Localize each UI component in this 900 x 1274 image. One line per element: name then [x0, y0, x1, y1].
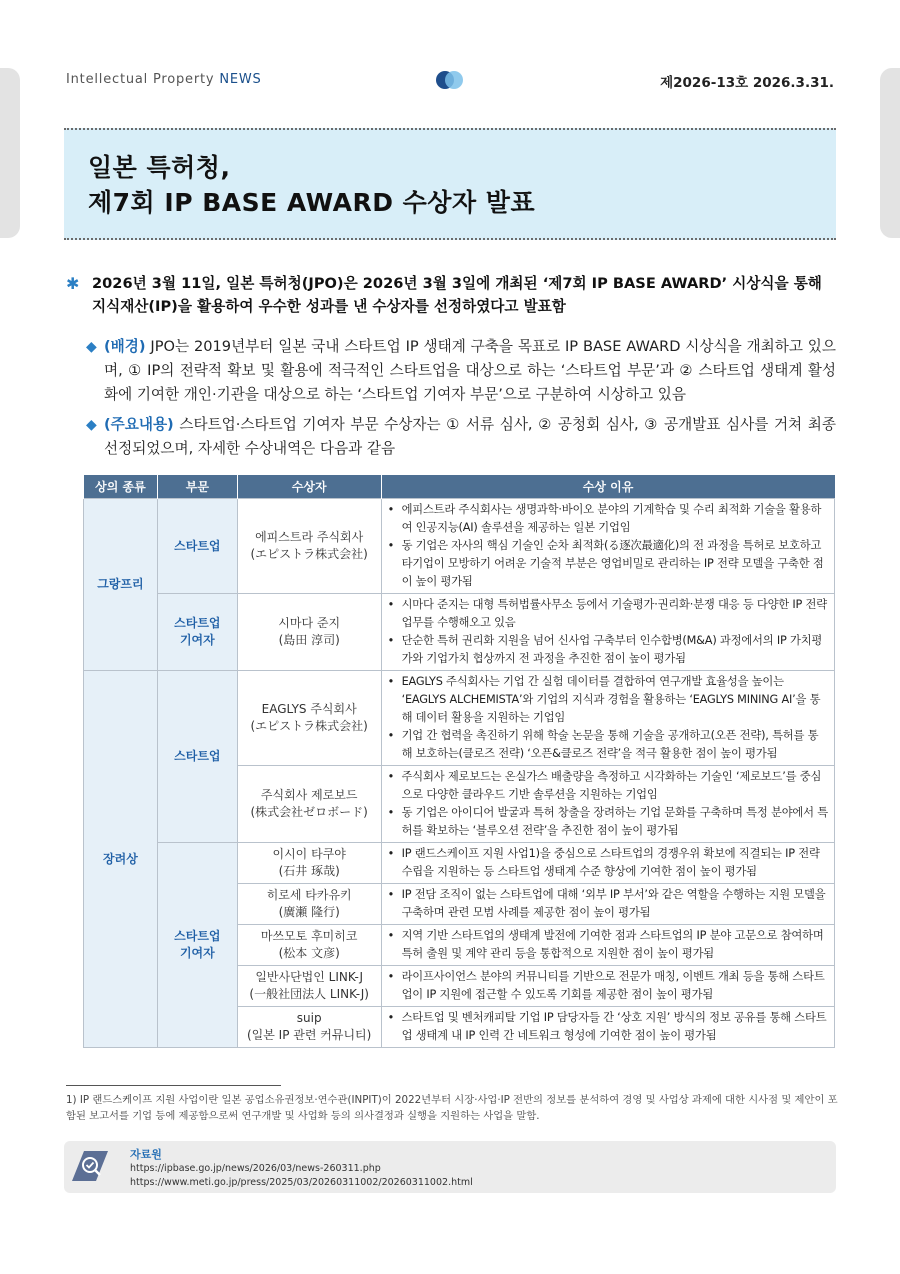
title-box: [64, 128, 836, 240]
section-startup: 스타트업: [157, 671, 237, 843]
source-link[interactable]: https://ipbase.go.jp/news/2026/03/news-260311.php: [130, 1163, 381, 1174]
award-reason: • IP 랜드스케이프 지원 사업1)을 중심으로 스타트업의 경쟁우위 확보에 직결되는 IP 전략 수립을 지원하는 등 스타트업 생태계 수준 향상에 기여한 점이 높이 평가됨: [381, 843, 834, 884]
award-reason: • 에피스트라 주식회사는 생명과학·바이오 분야의 기계학습 및 수리 최적화 기술을 활용하여 인공지능(AI) 솔루션을 제공하는 일본 기업임 • 동 기업은 자사의 핵심 기술인 순차 최적화(る逐次最適化)의 전 과정을 특허로 보호하고 타기업이 모방하기 어려운 기술적 부분은 영업비밀로 관리하는 IP 전략 모델을 구축한 점이 높이 평가됨: [381, 499, 834, 594]
table-row: [84, 499, 835, 594]
award-reason: • 시마다 준지는 대형 특허법률사무소 등에서 기술평가·권리화·분쟁 대응 등 다양한 IP 전략 업무를 수행해오고 있음 • 단순한 특허 권리화 지원을 넘어 신사업 구축부터 인수합병(M&A) 과정에서의 IP 가치평가와 기업가치 협상까지 전 과정을 추진한 점이 높이 평가됨: [381, 594, 834, 671]
section-contributor: 스타트업 기여자: [157, 843, 237, 1048]
winner-name: 일반사단법인 LINK-J (一般社団法人 LINK-J): [237, 966, 381, 1007]
source-search-icon: [70, 1147, 110, 1185]
lead-paragraph: ✱ 2026년 3월 11일, 일본 특허청(JPO)은 2026년 3월 3일에 개최된 ‘제7회 IP BASE AWARD’ 시상식을 통해 지식재산(IP)을 활용하여 우수한 성과를 낸 수상자를 선정하였다고 발표함: [66, 274, 822, 315]
award-reason: • 지역 기반 스타트업의 생태계 발전에 기여한 점과 스타트업의 IP 분야 고문으로 참여하며 특허 출원 및 계약 관리 등을 통합적으로 지원한 점이 높이 평가됨: [381, 925, 834, 966]
award-type-grandprix: 그랑프리: [84, 499, 158, 671]
logo-circles-icon: [433, 69, 467, 91]
award-type-encouragement: 장려상: [84, 671, 158, 1048]
left-side-tab: [0, 68, 20, 238]
issue-number-date: 제2026-13호 2026.3.31.: [660, 75, 834, 91]
winner-name: EAGLYS 주식회사 (エピストラ株式会社): [237, 671, 381, 766]
table-row: [84, 671, 835, 766]
award-reason: • IP 전담 조직이 없는 스타트업에 대해 ‘외부 IP 부서’와 같은 역할을 수행하는 지원 모델을 구축하며 관련 모범 사례를 제공한 점이 높이 평가됨: [381, 884, 834, 925]
winner-name: suip (일본 IP 관련 커뮤니티): [237, 1007, 381, 1048]
table-row: [84, 594, 835, 671]
awards-table: [83, 475, 835, 1048]
main-content-paragraph: ◆ (주요내용) 스타트업·스타트업 기여자 부문 수상자는 ① 서류 심사, ② 공청회 심사, ③ 공개발표 심사를 거쳐 최종 선정되었으며, 자세한 수상내역은 다음과 같음: [86, 413, 836, 461]
page-title: 일본 특허청, 제7회 IP BASE AWARD 수상자 발표: [88, 153, 536, 217]
background-paragraph: ◆ (배경) JPO는 2019년부터 일본 국내 스타트업 IP 생태계 구축을 목표로 IP BASE AWARD 시상식을 개최하고 있으며, ① IP의 전략적 확보 및 활용에 적극적인 스타트업을 대상으로 하는 ‘스타트업 부문’과 ② 스타트업 생태계 활성화에 기여한 개인·기관을 대상으로 하는 ‘스타트업 기여자 부문’으로 구분하여 시상하고 있음: [86, 335, 836, 407]
winner-name: 에피스트라 주식회사 (エピストラ株式会社): [237, 499, 381, 594]
award-reason: • 스타트업 및 벤처캐피탈 기업 IP 담당자들 간 ‘상호 지원’ 방식의 정보 공유를 통해 스타트업 생태계 내 IP 인력 간 네트워크 형성에 기여한 점이 높이 평가됨: [381, 1007, 834, 1048]
winner-name: 마쓰모토 후미히코 (松本 文彦): [237, 925, 381, 966]
winner-name: 주식회사 제로보드 (株式会社ゼロボード): [237, 766, 381, 843]
source-title: 자료원: [130, 1148, 162, 1161]
source-link[interactable]: https://www.meti.go.jp/press/2025/03/20260311002/20260311002.html: [130, 1177, 473, 1188]
right-side-tab: [880, 68, 900, 238]
newsletter-header: [66, 72, 834, 92]
source-box: [64, 1141, 836, 1193]
header-winner: 수상자: [237, 475, 381, 499]
winner-name: 히로세 타카유키 (廣瀬 隆行): [237, 884, 381, 925]
header-award-type: 상의 종류: [84, 475, 158, 499]
section-startup: 스타트업: [157, 499, 237, 594]
award-reason: • 주식회사 제로보드는 온실가스 배출량을 측정하고 시각화하는 기술인 ‘제로보드’를 중심으로 다양한 클라우드 기반 솔루션을 지원하는 기업임 • 동 기업은 아이디어 발굴과 특허 창출을 장려하는 기업 문화를 구축하며 특정 분야에서 특허를 확보하는 ‘블루오션 전략’을 추진한 점이 높이 평가됨: [381, 766, 834, 843]
footnote-divider: [66, 1085, 281, 1086]
header-category: 부문: [157, 475, 237, 499]
brand-name: Intellectual Property NEWS: [66, 72, 262, 87]
diamond-icon: ◆: [86, 417, 97, 433]
footnote: 1) IP 랜드스케이프 지원 사업이란 일본 공업소유권정보·연수관(INPIT)이 2022년부터 시장·사업·IP 전반의 정보를 분석하여 경영 및 사업상 과제에 대한 시사점 및 제안이 포함된 보고서를 기업 등에 제공함으로써 연구개발 및 사업화 등의 의사결정과 실행을 지원하는 사업을 말함.: [66, 1094, 838, 1122]
award-reason: • EAGLYS 주식회사는 기업 간 실험 데이터를 결합하여 연구개발 효율성을 높이는 ‘EAGLYS ALCHEMISTA’와 기업의 지식과 경험을 활용하는 ‘EAGLYS MINING AI’을 통해 데이터 활용을 지원하는 기업임 • 기업 간 협력을 촉진하기 위해 학술 논문을 통해 기술을 공개하고(오픈 전략), 특허를 통해 보호하는(클로즈 전략) ‘오픈&클로즈 전략’을 적극 활용한 점이 높이 평가됨: [381, 671, 834, 766]
header-reason: 수상 이유: [381, 475, 834, 499]
winner-name: 이시이 타쿠야 (石井 琢哉): [237, 843, 381, 884]
diamond-icon: ◆: [86, 339, 97, 355]
table-header-row: [84, 475, 835, 499]
star-icon: ✱: [66, 274, 80, 293]
winner-name: 시마다 준지 (島田 淳司): [237, 594, 381, 671]
section-contributor: 스타트업 기여자: [157, 594, 237, 671]
award-reason: • 라이프사이언스 분야의 커뮤니티를 기반으로 전문가 매칭, 이벤트 개최 등을 통해 스타트업이 IP 지원에 접근할 수 있도록 기회를 제공한 점이 높이 평가됨: [381, 966, 834, 1007]
table-row: [84, 843, 835, 884]
